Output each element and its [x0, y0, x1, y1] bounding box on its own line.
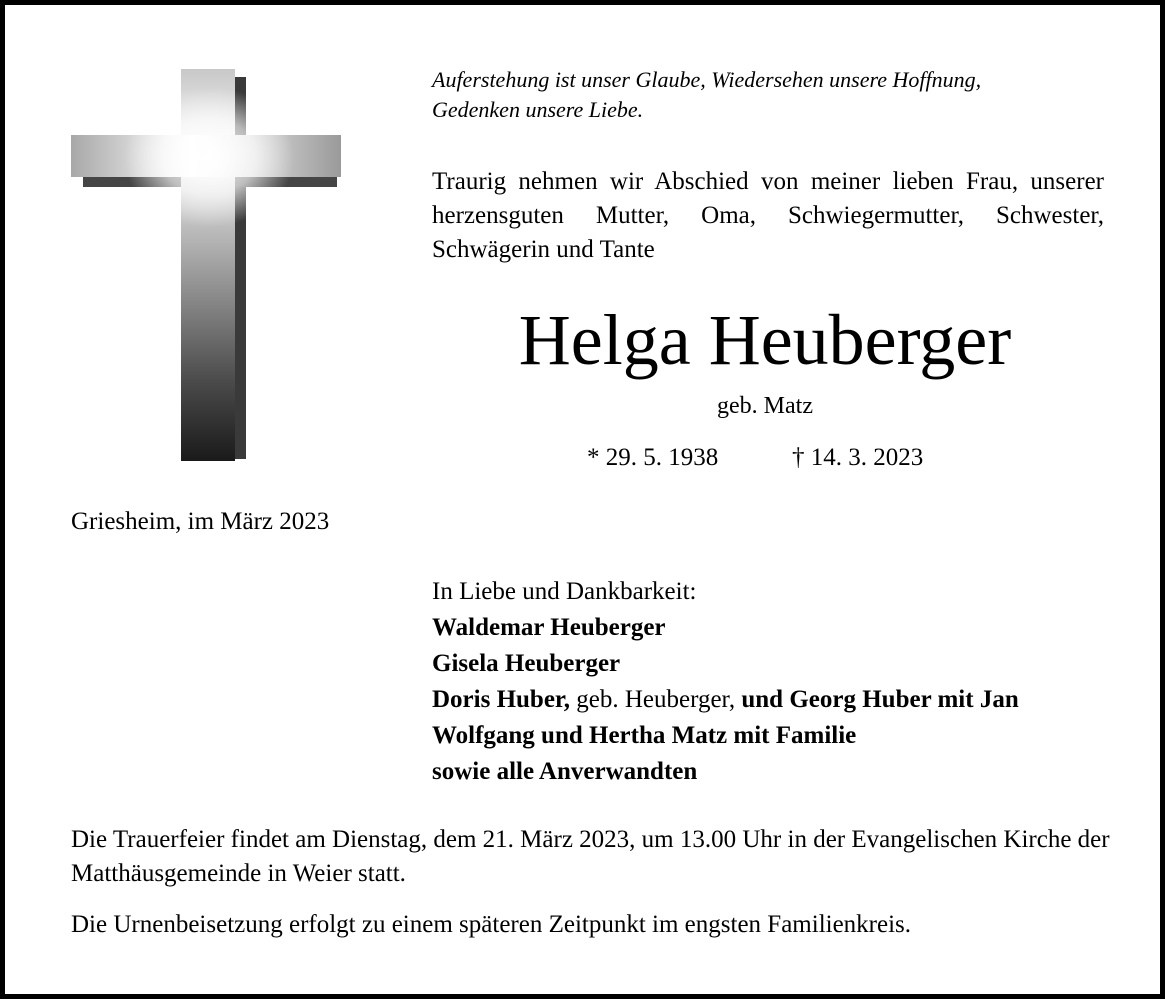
motto-line-2: Gedenken unsere Liebe.: [432, 97, 644, 122]
maiden-name: geb. Matz: [717, 393, 813, 419]
ceremony-info: Die Trauerfeier findet am Dienstag, dem 21. März 2023, um 13.00 Uhr in der Evangelischen Kirche der Matthäusgemeinde in Weier statt.: [71, 826, 1110, 887]
mourner-line-1: Waldemar Heuberger: [432, 614, 666, 641]
intro-text: Traurig nehmen wir Abschied von meiner lieben Frau, unserer herzensguten Mutter, Oma, Schwiegermutter, Schwester, Schwägerin und Tante: [432, 168, 1104, 263]
birth-date: * 29. 5. 1938: [587, 444, 719, 471]
mourners-block: [432, 574, 1132, 790]
motto: [432, 65, 1112, 125]
motto-line-1: Auferstehung ist unser Glaube, Wiedersehen unsere Hoffnung,: [432, 67, 982, 92]
mourner-line-3-maiden: geb. Heuberger,: [569, 686, 736, 713]
place-date: Griesheim, im März 2023: [71, 508, 330, 535]
mourner-line-4: Wolfgang und Hertha Matz mit Familie: [432, 722, 857, 749]
deceased-name: Helga Heuberger: [518, 300, 1012, 380]
cross-icon: [69, 69, 349, 469]
urn-info: Die Urnenbeisetzung erfolgt zu einem späteren Zeitpunkt im engsten Familienkreis.: [71, 911, 912, 938]
mourners-heading: In Liebe und Dankbarkeit:: [432, 578, 697, 605]
mourner-line-5: sowie alle Anverwandten: [432, 758, 698, 785]
mourner-line-3-name: Doris Huber,: [432, 686, 570, 713]
mourner-line-3: [432, 682, 1132, 718]
death-date: † 14. 3. 2023: [792, 444, 924, 471]
mourner-line-3-partner: und Georg Huber mit Jan: [735, 686, 1019, 713]
mourner-line-2: Gisela Heuberger: [432, 650, 621, 677]
